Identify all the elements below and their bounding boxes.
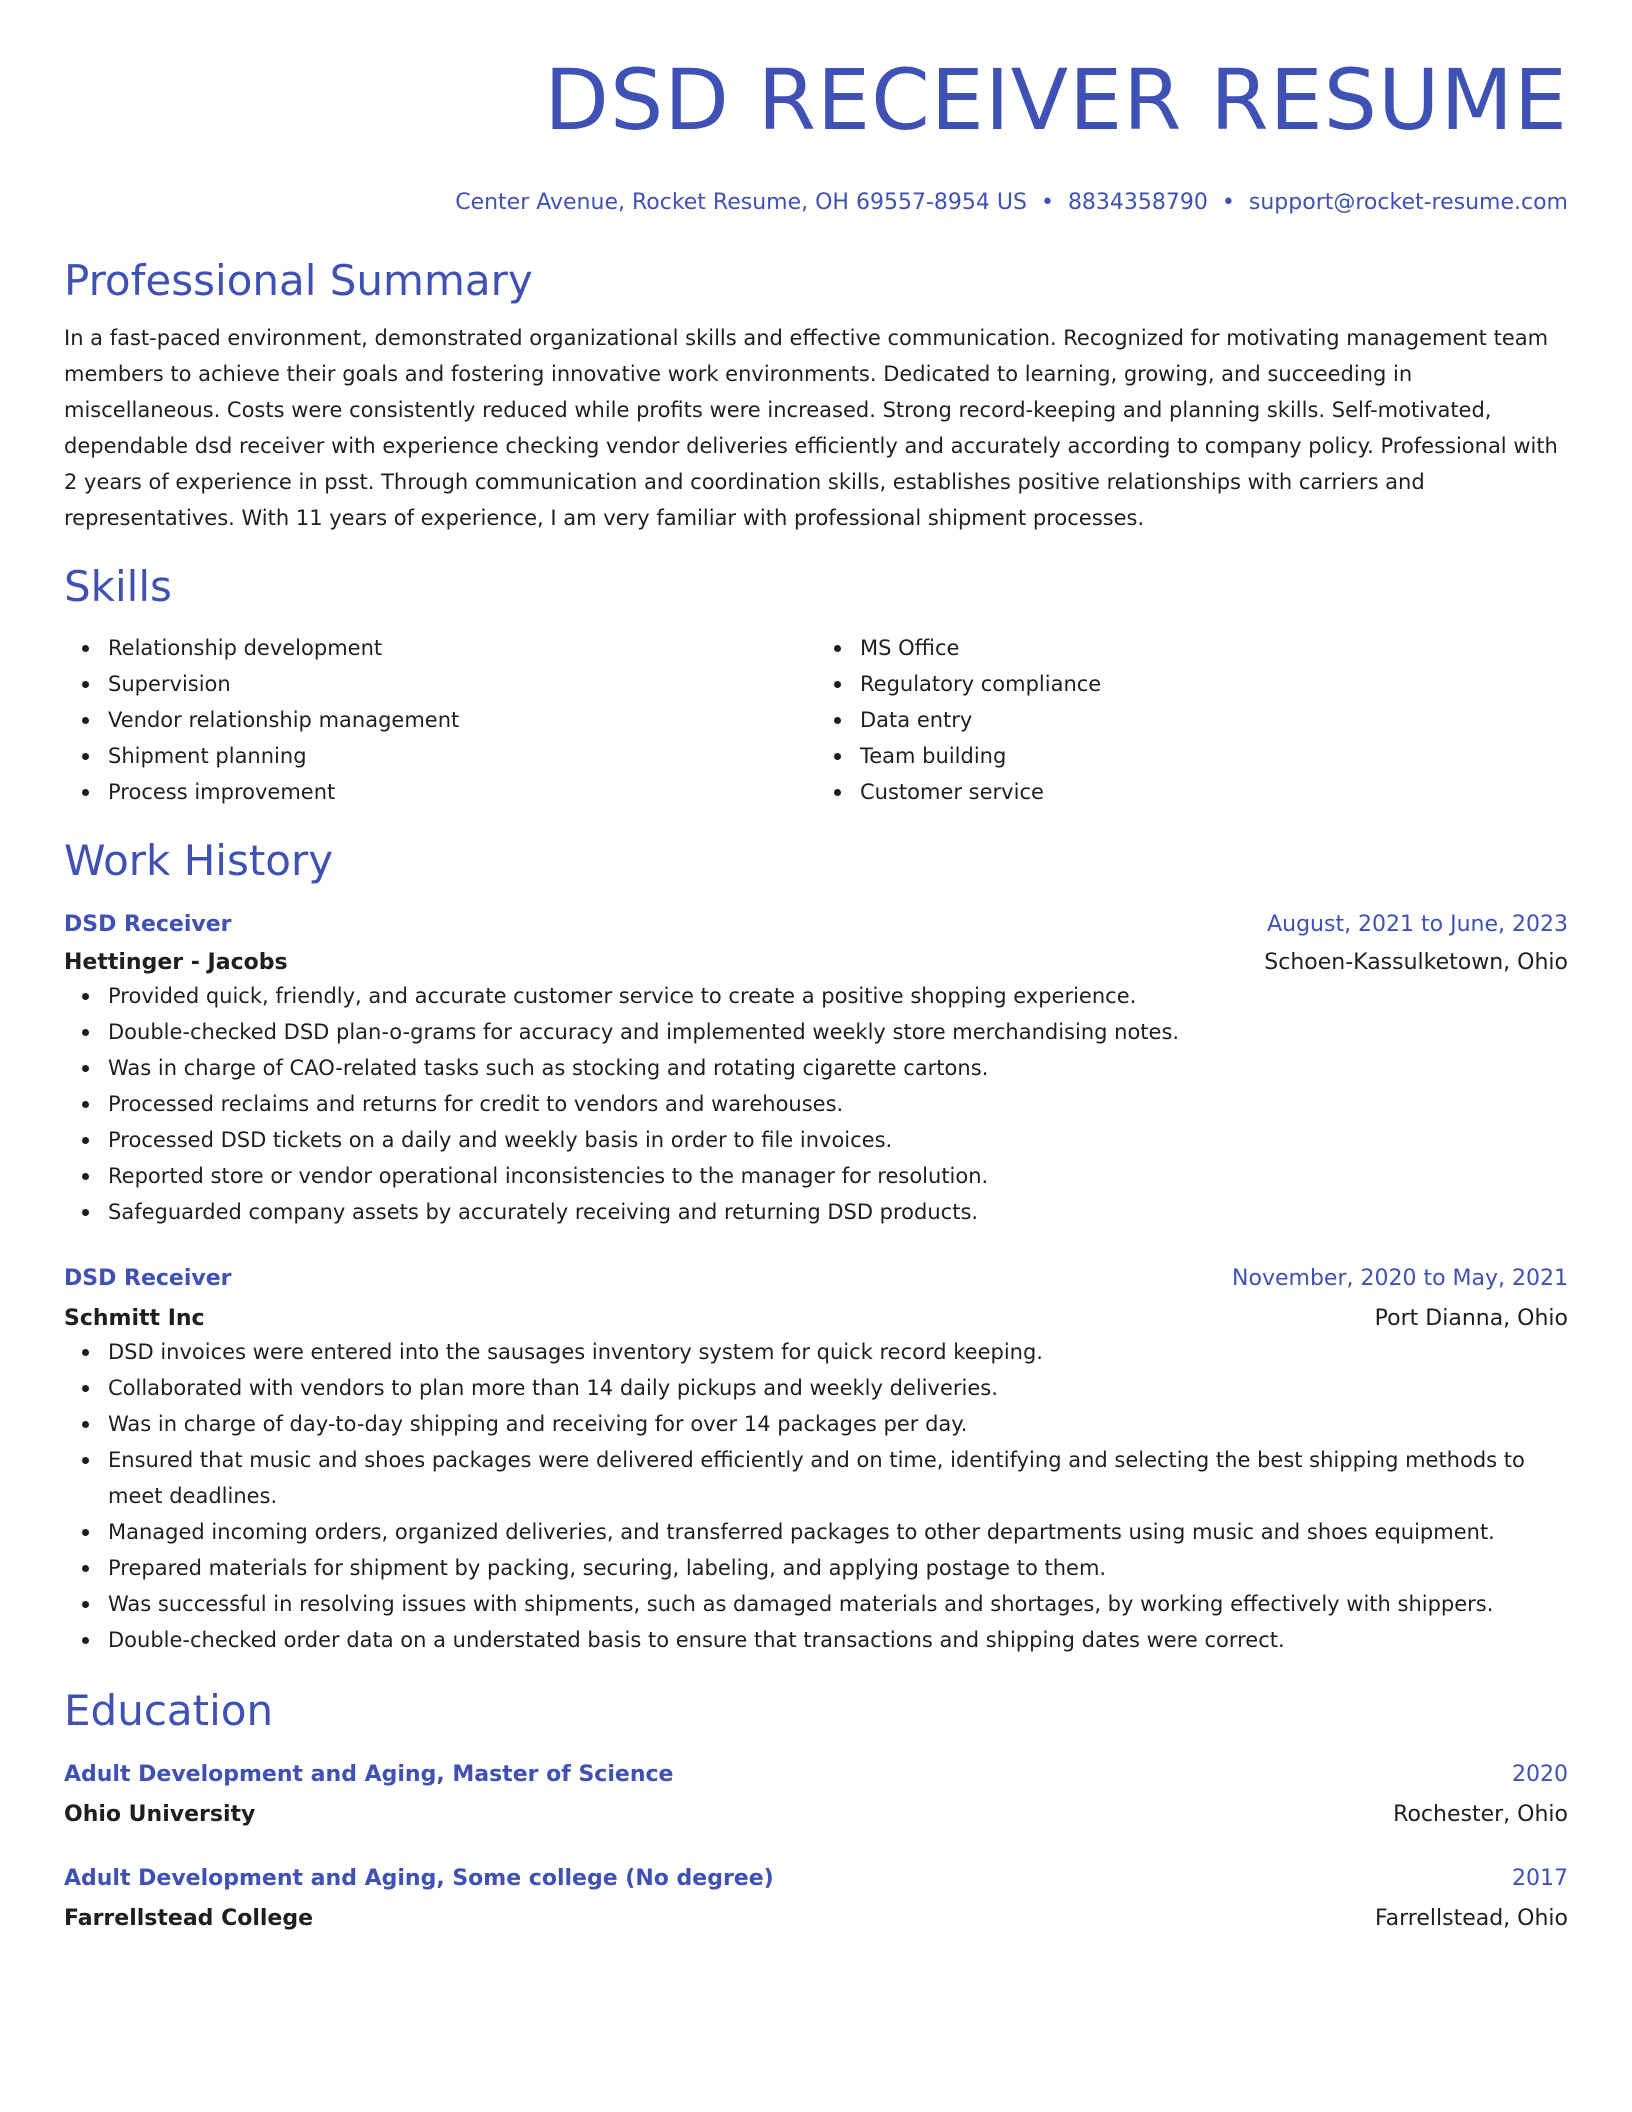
graduation-year: 2020 xyxy=(1512,1762,1568,1787)
job-company-row xyxy=(64,948,1568,978)
job-entry xyxy=(64,1264,1568,1658)
summary-heading: Professional Summary xyxy=(64,256,533,305)
degree-name: Adult Development and Aging, Master of Science xyxy=(64,1762,674,1787)
school-location: Farrellstead, Ohio xyxy=(1375,1906,1568,1931)
education-heading: Education xyxy=(64,1686,274,1735)
job-duties xyxy=(64,1334,1568,1658)
skills-list xyxy=(64,630,1568,810)
degree-row xyxy=(64,1864,1568,1894)
school-row xyxy=(64,1800,1568,1830)
address: Center Avenue, Rocket Resume, OH 69557-8954 US xyxy=(455,190,1027,215)
skill-item: Team building xyxy=(860,738,1568,774)
duty-item: Was in charge of CAO-related tasks such as stocking and rotating cigarette cartons. xyxy=(108,1050,1568,1086)
skill-item: Customer service xyxy=(860,774,1568,810)
duty-item: Double-checked DSD plan-o-grams for accuracy and implemented weekly store merchandising notes. xyxy=(108,1014,1568,1050)
skill-item: Vendor relationship management xyxy=(108,702,816,738)
summary-text: In a fast-paced environment, demonstrated organizational skills and effective communication. Recognized for motivating management team members to achieve their goals and fostering innovative work environments. Dedicated to learning, growing, and succeeding in miscellaneous. Costs were consistently reduced while profits were increased. Strong record-keeping and planning skills. Self-motivated, dependable dsd receiver with experience checking vendor deliveries efficiently and accurately according to company policy. Professional with 2 years of experience in psst. Through communication and coordination skills, establishes positive relationships with carriers and representatives. With 11 years of experience, I am very familiar with professional shipment processes. xyxy=(64,326,1558,530)
duty-item: Reported store or vendor operational inconsistencies to the manager for resolution. xyxy=(108,1158,1568,1194)
education-entry xyxy=(64,1864,1568,1934)
job-duties xyxy=(64,978,1568,1230)
skills-heading: Skills xyxy=(64,562,172,611)
skill-item: Supervision xyxy=(108,666,816,702)
duty-item: Double-checked order data on a understated basis to ensure that transactions and shipping dates were correct. xyxy=(108,1622,1568,1658)
school-location: Rochester, Ohio xyxy=(1393,1802,1568,1827)
duty-item: Processed DSD tickets on a daily and weekly basis in order to file invoices. xyxy=(108,1122,1568,1158)
school-name: Ohio University xyxy=(64,1802,256,1827)
job-header-row xyxy=(64,1264,1568,1294)
duty-item: Provided quick, friendly, and accurate customer service to create a positive shopping experience. xyxy=(108,978,1568,1014)
job-dates: November, 2020 to May, 2021 xyxy=(1232,1266,1568,1291)
school-name: Farrellstead College xyxy=(64,1906,314,1931)
job-title: DSD Receiver xyxy=(64,912,232,937)
job-title: DSD Receiver xyxy=(64,1266,232,1291)
job-location: Schoen-Kassulketown, Ohio xyxy=(1264,950,1568,975)
degree-name: Adult Development and Aging, Some college (No degree) xyxy=(64,1866,774,1891)
company-name: Hettinger - Jacobs xyxy=(64,950,288,975)
school-row xyxy=(64,1904,1568,1934)
duty-item: Was successful in resolving issues with shipments, such as damaged materials and shortages, by working effectively with shippers. xyxy=(108,1586,1568,1622)
duty-item: Processed reclaims and returns for credit to vendors and warehouses. xyxy=(108,1086,1568,1122)
education-entry xyxy=(64,1760,1568,1830)
job-company-row xyxy=(64,1304,1568,1334)
job-location: Port Dianna, Ohio xyxy=(1374,1306,1568,1331)
separator: • xyxy=(1221,190,1235,215)
resume-title: DSD RECEIVER RESUME xyxy=(544,51,1568,149)
graduation-year: 2017 xyxy=(1512,1866,1568,1891)
duty-item: Collaborated with vendors to plan more than 14 daily pickups and weekly deliveries. xyxy=(108,1370,1568,1406)
contact-line xyxy=(64,188,1568,218)
duty-item: DSD invoices were entered into the sausages inventory system for quick record keeping. xyxy=(108,1334,1568,1370)
skill-item: Relationship development xyxy=(108,630,816,666)
duty-item: Ensured that music and shoes packages were delivered efficiently and on time, identifying and selecting the best shipping methods to meet deadlines. xyxy=(108,1442,1568,1514)
skills-column-left xyxy=(64,630,816,810)
phone-number: 8834358790 xyxy=(1067,190,1208,215)
company-name: Schmitt Inc xyxy=(64,1306,205,1331)
skills-column-right xyxy=(816,630,1568,810)
duty-item: Safeguarded company assets by accurately receiving and returning DSD products. xyxy=(108,1194,1568,1230)
skill-item: Shipment planning xyxy=(108,738,816,774)
skill-item: Data entry xyxy=(860,702,1568,738)
separator: • xyxy=(1040,190,1054,215)
duty-item: Was in charge of day-to-day shipping and receiving for over 14 packages per day. xyxy=(108,1406,1568,1442)
job-dates: August, 2021 to June, 2023 xyxy=(1267,912,1568,937)
skill-item: Regulatory compliance xyxy=(860,666,1568,702)
email-address: support@rocket-resume.com xyxy=(1248,190,1568,215)
work-history-heading: Work History xyxy=(64,836,334,885)
skill-item: Process improvement xyxy=(108,774,816,810)
skill-item: MS Office xyxy=(860,630,1568,666)
degree-row xyxy=(64,1760,1568,1790)
duty-item: Prepared materials for shipment by packing, securing, labeling, and applying postage to them. xyxy=(108,1550,1568,1586)
job-header-row xyxy=(64,910,1568,940)
job-entry xyxy=(64,910,1568,1230)
duty-item: Managed incoming orders, organized deliveries, and transferred packages to other departments using music and shoes equipment. xyxy=(108,1514,1568,1550)
